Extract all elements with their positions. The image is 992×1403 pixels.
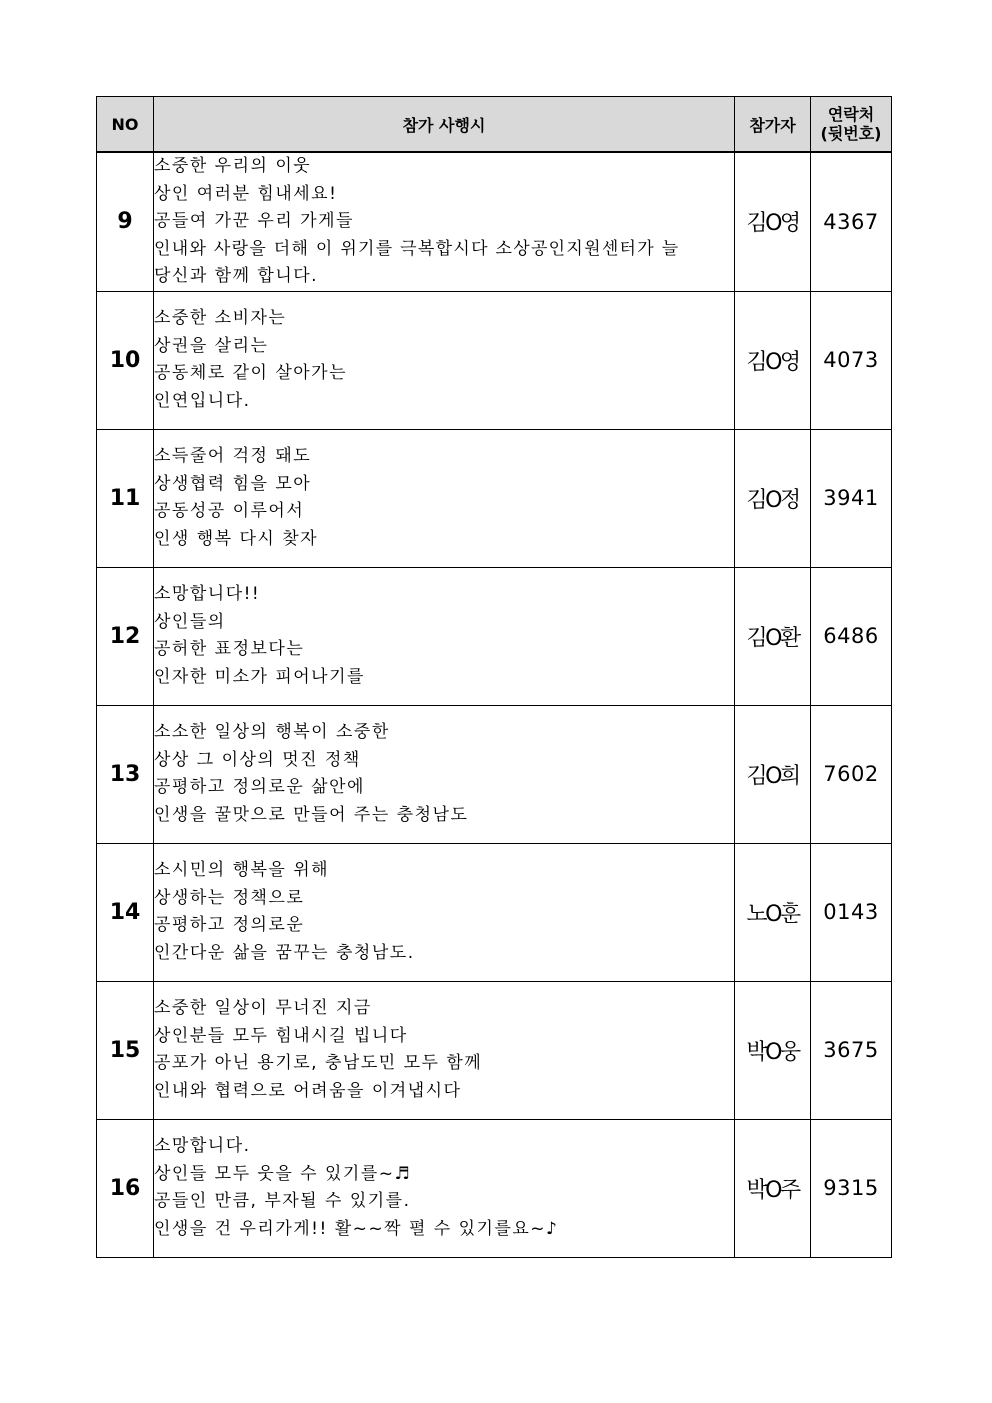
header-contact	[811, 97, 892, 153]
poem-line: 공포가 아닌 용기로, 충남도민 모두 함께	[154, 1053, 483, 1073]
poem-line: 상인들의	[154, 611, 226, 632]
row-number: 16	[97, 1119, 154, 1257]
table-row	[97, 567, 892, 705]
row-number: 14	[97, 843, 154, 981]
poem-line: 인자한 미소가 피어나기를	[154, 666, 365, 687]
participant-name: 김O환	[735, 567, 811, 705]
poem-line: 상권을 살리는	[154, 335, 269, 356]
header-contact-line2: (뒷번호)	[820, 124, 882, 143]
poem-line: 상상 그 이상의 멋진 정책	[154, 749, 361, 770]
poem-line: 인생을 꿀맛으로 만들어 주는 충청남도	[154, 804, 469, 825]
header-participant: 참가자	[735, 97, 811, 153]
participant-name: 김O영	[735, 152, 811, 291]
participant-name: 김O정	[735, 429, 811, 567]
poem-table	[96, 96, 892, 1258]
row-number: 12	[97, 567, 154, 705]
poem-line: 소망합니다!!	[154, 584, 261, 604]
poem-cell	[154, 429, 735, 567]
contact-number: 0143	[811, 843, 892, 981]
poem-line: 인연입니다.	[154, 390, 251, 411]
header-row	[97, 97, 892, 153]
header-contact-line1: 연락처	[827, 105, 875, 124]
participant-name: 김O희	[735, 705, 811, 843]
header-no: NO	[97, 97, 154, 153]
poem-line: 공동성공 이루어서	[154, 501, 305, 521]
row-number: 15	[97, 981, 154, 1119]
poem-cell	[154, 843, 735, 981]
poem-line: 인생 행복 다시 찾자	[154, 528, 319, 549]
row-number: 9	[97, 152, 154, 291]
table-row	[97, 152, 892, 291]
poem-line: 공평하고 정의로운	[154, 915, 305, 935]
poem-line: 인간다운 삶을 꿈꾸는 충청남도.	[154, 942, 415, 963]
row-number: 11	[97, 429, 154, 567]
poem-line: 상인 여러분 힘내세요!	[154, 183, 338, 204]
participant-name: 노O훈	[735, 843, 811, 981]
poem-cell	[154, 705, 735, 843]
poem-line: 소중한 소비자는	[154, 308, 287, 328]
poem-line: 인내와 협력으로 어려움을 이겨냅시다	[154, 1080, 462, 1101]
poem-cell	[154, 152, 735, 291]
poem-line: 소득줄어 걱정 돼도	[154, 446, 312, 466]
contact-number: 3675	[811, 981, 892, 1119]
poem-line: 상인분들 모두 힘내시길 빕니다	[154, 1025, 408, 1046]
contact-number: 4073	[811, 291, 892, 429]
poem-line: 상생협력 힘을 모아	[154, 473, 312, 494]
table-row	[97, 1119, 892, 1257]
table-row	[97, 843, 892, 981]
contact-number: 4367	[811, 152, 892, 291]
contact-number: 9315	[811, 1119, 892, 1257]
table-row	[97, 705, 892, 843]
poem-line: 공평하고 정의로운 삶안에	[154, 777, 365, 797]
poem-line: 당신과 함께 합니다.	[154, 266, 319, 286]
row-number: 13	[97, 705, 154, 843]
poem-line: 소시민의 행복을 위해	[154, 860, 330, 880]
poem-line: 상생하는 정책으로	[154, 887, 305, 908]
poem-line: 소중한 우리의 이웃	[154, 156, 312, 176]
poem-line: 공들인 만큼, 부자될 수 있기를.	[154, 1191, 411, 1211]
participant-name: 김O영	[735, 291, 811, 429]
poem-cell	[154, 981, 735, 1119]
contact-number: 3941	[811, 429, 892, 567]
row-number: 10	[97, 291, 154, 429]
poem-line: 공들여 가꾼 우리 가게들	[154, 211, 354, 231]
poem-cell	[154, 1119, 735, 1257]
contact-number: 6486	[811, 567, 892, 705]
poem-line: 인내와 사랑을 더해 이 위기를 극복합시다 소상공인지원센터가 늘	[154, 238, 680, 259]
poem-line: 공동체로 같이 살아가는	[154, 363, 348, 383]
poem-cell	[154, 567, 735, 705]
header-poem: 참가 사행시	[154, 97, 735, 153]
poem-line: 소망합니다.	[154, 1136, 251, 1156]
contact-number: 7602	[811, 705, 892, 843]
participant-name: 박O주	[735, 1119, 811, 1257]
table-row	[97, 981, 892, 1119]
poem-line: 인생을 건 우리가게!! 활~~짝 펼 수 있기를요~♪	[154, 1218, 559, 1239]
poem-line: 공허한 표정보다는	[154, 639, 305, 659]
poem-line: 소중한 일상이 무너진 지금	[154, 998, 372, 1018]
poem-cell	[154, 291, 735, 429]
participant-name: 박O웅	[735, 981, 811, 1119]
poem-line: 상인들 모두 웃을 수 있기를~♬	[154, 1163, 412, 1184]
table-row	[97, 429, 892, 567]
poem-line: 소소한 일상의 행복이 소중한	[154, 722, 390, 742]
table-row	[97, 291, 892, 429]
